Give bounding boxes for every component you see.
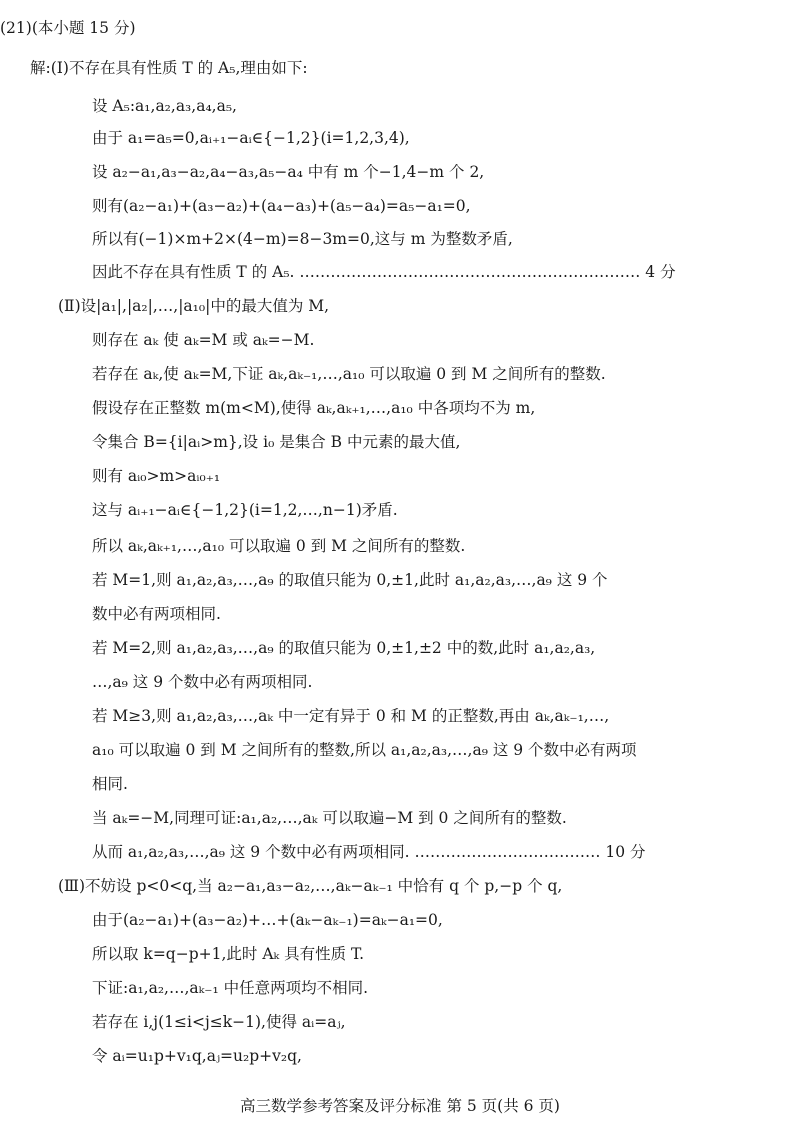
line-13: 则有 aᵢ₀>m>aᵢ₀₊₁ xyxy=(92,467,221,485)
line-21: a₁₀ 可以取遍 0 到 M 之间所有的整数,所以 a₁,a₂,a₃,…,a₉ 这 9 个数中必有两项 xyxy=(92,741,637,759)
line-14: 这与 aᵢ₊₁−aᵢ∈{−1,2}(i=1,2,…,n−1)矛盾. xyxy=(92,501,398,519)
line-11: 假设存在正整数 m(m<M),使得 aₖ,aₖ₊₁,…,a₁₀ 中各项均不为 m, xyxy=(92,399,536,417)
line-20: 若 M≥3,则 a₁,a₂,a₃,…,aₖ 中一定有异于 0 和 M 的正整数,再由 aₖ,aₖ₋₁,…, xyxy=(92,707,610,725)
line-18: 若 M=2,则 a₁,a₂,a₃,…,a₉ 的取值只能为 0,±1,±2 中的数,此时 a₁,a₂,a₃, xyxy=(92,639,596,657)
line-30: 令 aᵢ=u₁p+v₁q,aⱼ=u₂p+v₂q, xyxy=(92,1047,302,1065)
line-26: 由于(a₂−a₁)+(a₃−a₂)+…+(aₖ−aₖ₋₁)=aₖ−a₁=0, xyxy=(92,911,443,929)
line-24: 从而 a₁,a₂,a₃,…,a₉ 这 9 个数中必有两项相同. ……………………………… 10 分 xyxy=(92,843,646,861)
line-16: 若 M=1,则 a₁,a₂,a₃,…,a₉ 的取值只能为 0,±1,此时 a₁,a₂,a₃,…,a₉ 这 9 个 xyxy=(92,571,608,589)
line-03: 由于 a₁=a₅=0,aᵢ₊₁−aᵢ∈{−1,2}(i=1,2,3,4), xyxy=(92,129,410,147)
page-footer: 高三数学参考答案及评分标准 第 5 页(共 6 页) xyxy=(240,1097,560,1115)
line-25: (Ⅲ)不妨设 p<0<q,当 a₂−a₁,a₃−a₂,…,aₖ−aₖ₋₁ 中恰有 q 个 p,−p 个 q, xyxy=(58,877,563,895)
line-05: 则有(a₂−a₁)+(a₃−a₂)+(a₄−a₃)+(a₅−a₄)=a₅−a₁=0, xyxy=(92,197,471,215)
line-23: 当 aₖ=−M,同理可证:a₁,a₂,…,aₖ 可以取遍−M 到 0 之间所有的整数. xyxy=(92,809,567,827)
line-04: 设 a₂−a₁,a₃−a₂,a₄−a₃,a₅−a₄ 中有 m 个−1,4−m 个 2, xyxy=(92,163,485,181)
line-19: …,a₉ 这 9 个数中必有两项相同. xyxy=(92,673,313,691)
line-07: 因此不存在具有性质 T 的 A₅. ………………………………………………………… 4 分 xyxy=(92,263,676,281)
line-12: 令集合 B={i|aᵢ>m},设 i₀ 是集合 B 中元素的最大值, xyxy=(92,433,461,451)
line-15: 所以 aₖ,aₖ₊₁,…,a₁₀ 可以取遍 0 到 M 之间所有的整数. xyxy=(92,537,466,555)
line-02: 设 A₅:a₁,a₂,a₃,a₄,a₅, xyxy=(92,97,237,115)
line-29: 若存在 i,j(1≤i<j≤k−1),使得 aᵢ=aⱼ, xyxy=(92,1013,346,1031)
line-06: 所以有(−1)×m+2×(4−m)=8−3m=0,这与 m 为整数矛盾, xyxy=(92,230,513,248)
line-10: 若存在 aₖ,使 aₖ=M,下证 aₖ,aₖ₋₁,…,a₁₀ 可以取遍 0 到 M 之间所有的整数. xyxy=(92,365,606,383)
line-01: 解:(Ⅰ)不存在具有性质 T 的 A₅,理由如下: xyxy=(30,59,308,77)
problem-header: (21)(本小题 15 分) xyxy=(0,19,136,37)
line-17: 数中必有两项相同. xyxy=(92,605,221,623)
line-09: 则存在 aₖ 使 aₖ=M 或 aₖ=−M. xyxy=(92,331,315,349)
line-28: 下证:a₁,a₂,…,aₖ₋₁ 中任意两项均不相同. xyxy=(92,979,369,997)
line-22: 相同. xyxy=(92,775,128,793)
line-08: (Ⅱ)设|a₁|,|a₂|,…,|a₁₀|中的最大值为 M, xyxy=(58,297,330,315)
line-27: 所以取 k=q−p+1,此时 Aₖ 具有性质 T. xyxy=(92,945,365,963)
